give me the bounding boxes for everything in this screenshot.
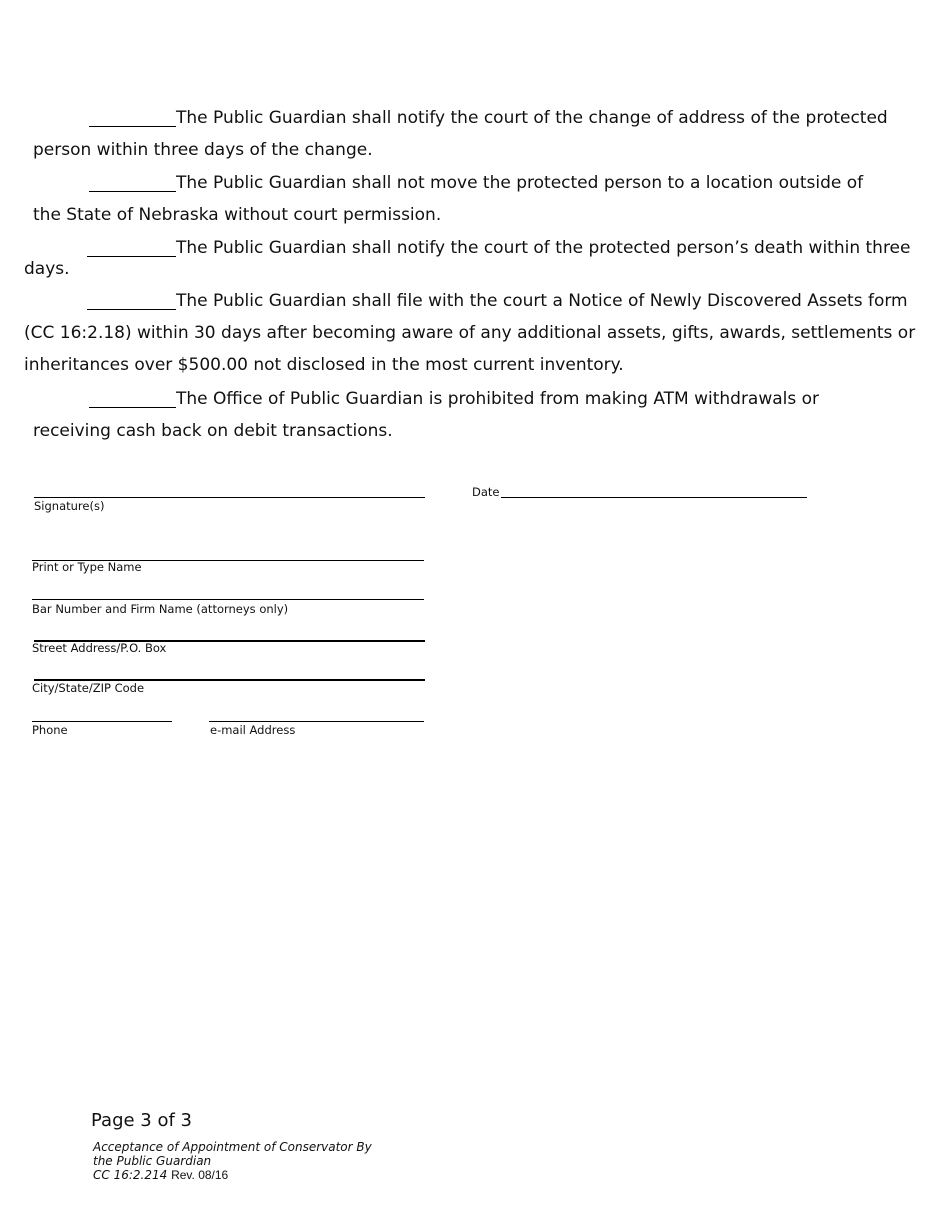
email-line[interactable] [209, 721, 424, 722]
paragraph-2-line-2: the State of Nebraska without court permission. [33, 205, 442, 225]
date-line[interactable] [501, 497, 807, 498]
bar-number-line[interactable] [32, 599, 424, 600]
paragraph-4-line-3: inheritances over $500.00 not disclosed in the most current inventory. [24, 355, 624, 375]
initial-blank-5[interactable] [89, 407, 176, 408]
signature-line[interactable] [34, 497, 425, 498]
street-address-label: Street Address/P.O. Box [32, 641, 167, 655]
paragraph-5-line-2: receiving cash back on debit transactions. [33, 421, 393, 441]
signature-label: Signature(s) [34, 499, 105, 513]
page-number: Page 3 of 3 [91, 1110, 192, 1131]
email-label: e-mail Address [210, 723, 296, 737]
form-revision: Rev. 08/16 [171, 1168, 229, 1182]
paragraph-1-line-1: The Public Guardian shall notify the court of the change of address of the protected [176, 108, 888, 128]
initial-blank-2[interactable] [89, 191, 176, 192]
city-state-zip-label: City/State/ZIP Code [32, 681, 145, 695]
phone-line[interactable] [32, 721, 172, 722]
paragraph-2-line-1: The Public Guardian shall not move the protected person to a location outside of [176, 173, 864, 193]
phone-label: Phone [32, 723, 68, 737]
bar-number-label: Bar Number and Firm Name (attorneys only) [32, 602, 289, 616]
paragraph-3-line-1: The Public Guardian shall notify the court of the protected person’s death within three [176, 238, 911, 258]
form-title-line-2: the Public Guardian [93, 1154, 212, 1168]
paragraph-3-line-2: days. [24, 259, 70, 279]
paragraph-4-line-2: (CC 16:2.18) within 30 days after becoming aware of any additional assets, gifts, awards, settlements or [24, 323, 916, 343]
initial-blank-1[interactable] [89, 126, 176, 127]
initial-blank-3[interactable] [87, 256, 176, 257]
paragraph-1-line-2: person within three days of the change. [33, 140, 373, 160]
paragraph-4-line-1: The Public Guardian shall file with the court a Notice of Newly Discovered Assets form [176, 291, 908, 311]
paragraph-5-line-1: The Office of Public Guardian is prohibited from making ATM withdrawals or [176, 389, 820, 409]
date-label: Date [472, 485, 500, 499]
form-number-line [93, 1168, 228, 1182]
form-title-line-1: Acceptance of Appointment of Conservator By [93, 1140, 372, 1154]
form-number: CC 16:2.214 [93, 1168, 168, 1182]
print-name-label: Print or Type Name [32, 560, 142, 574]
initial-blank-4[interactable] [87, 309, 176, 310]
